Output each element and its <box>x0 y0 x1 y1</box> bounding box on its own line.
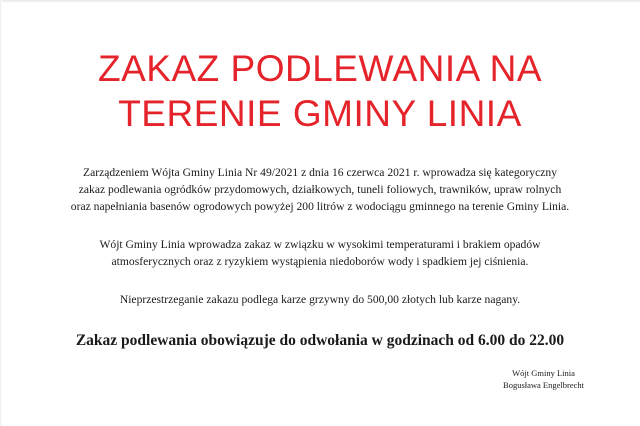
signature-role: Wójt Gminy Linia <box>512 368 575 378</box>
penalty-line: Nieprzestrzeganie zakazu podlega karze grzywny do 500,00 złotych lub karze nagany. <box>119 293 521 306</box>
regulation-line: Zarządzeniem Wójta Gminy Linia Nr 49/2021 z dnia 16 czerwca 2021 r. wprowadza się kategoryczny <box>83 166 557 179</box>
page-title <box>0 46 640 136</box>
ban-hours-notice: Zakaz podlewania obowiązuje do odwołania w godzinach od 6.00 do 22.00 <box>75 332 565 349</box>
reason-line: Wójt Gminy Linia wprowadza zakaz w związku w wysokimi temperaturami i brakiem opadów <box>99 238 541 251</box>
scan-edge-top <box>0 0 640 3</box>
regulation-paragraph <box>40 164 600 215</box>
reason-line: atmosferycznych oraz z ryzykiem wystąpienia niedoborów wody i spadkiem jej ciśnienia. <box>111 255 529 268</box>
regulation-line: oraz napełniania basenów ogrodowych powyżej 200 litrów z wodociągu gminnego na terenie Gminy Linia. <box>70 200 570 213</box>
signature-name: Bogusława Engelbrecht <box>503 380 584 390</box>
penalty-paragraph <box>40 291 600 308</box>
title-line-1: ZAKAZ PODLEWANIA NA <box>98 48 542 89</box>
title-line-2: TERENIE GMINY LINIA <box>118 93 522 134</box>
signature-block <box>503 367 584 391</box>
regulation-line: zakaz podlewania ogródków przydomowych, działkowych, tuneli foliowych, trawników, upraw rolnych <box>78 183 562 196</box>
reason-paragraph <box>40 236 600 270</box>
